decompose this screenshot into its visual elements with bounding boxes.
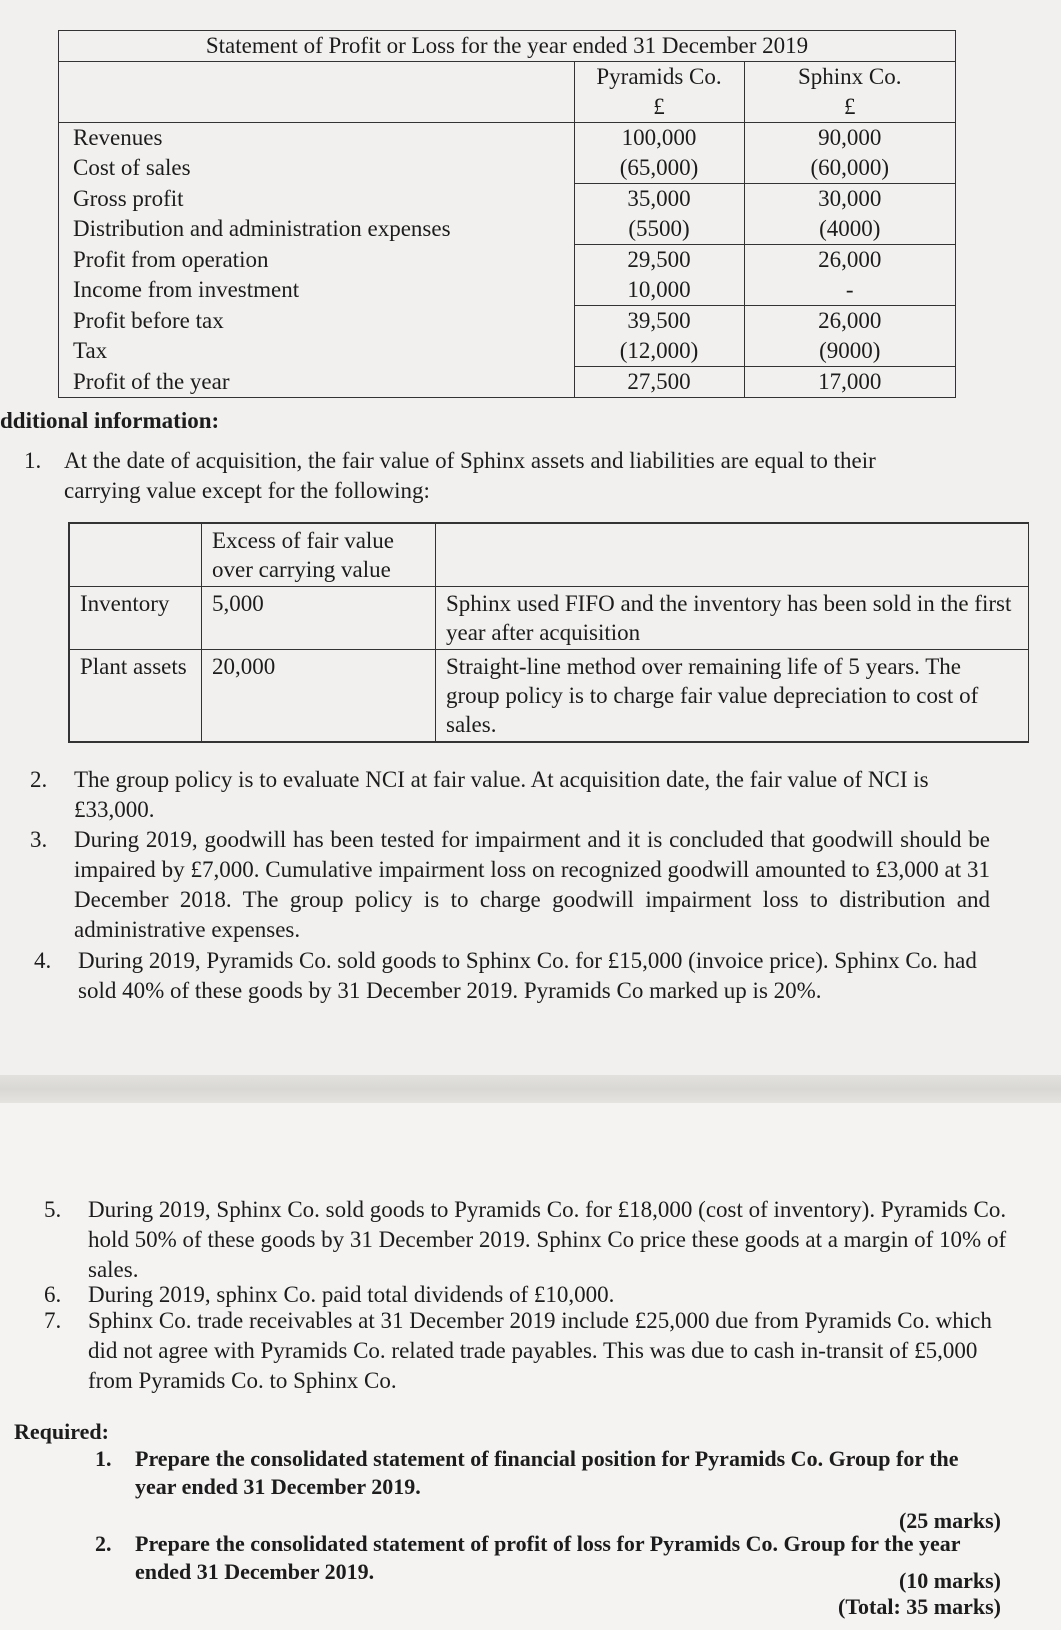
item-text: During 2019, goodwill has been tested for impairment and it is concluded that goodwill should be impaired by £7,000. Cumulative impairment loss on recognized goodwill amounted to £3,000 at 31 December 2018. The group policy is to charge goodwill impairment loss to distribution and administrative expenses. [74, 827, 990, 942]
table-row [70, 587, 1029, 650]
item-number: 3. [30, 827, 48, 852]
sphinx-value: 30,000 [744, 184, 955, 215]
task-number: 1. [95, 1446, 112, 1471]
row-label: Revenues [73, 125, 163, 150]
col-header-pyramids: Pyramids Co. [574, 62, 744, 92]
pyramids-value: 39,500 [574, 306, 744, 337]
list-item [30, 765, 990, 825]
table-row [59, 336, 955, 367]
required-heading: Required: [14, 1419, 109, 1444]
list-item [95, 1530, 995, 1586]
pyramids-value: (5500) [574, 214, 744, 245]
task-text: Prepare the consolidated statement of financial position for Pyramids Co. Group for the year ended 31 December 2019. [135, 1446, 959, 1499]
pyramids-value: 10,000 [574, 275, 744, 306]
item-number: 7. [44, 1308, 62, 1333]
row-label: Profit of the year [73, 368, 230, 394]
pyramids-value: (12,000) [574, 336, 744, 367]
currency-pyramids: £ [574, 92, 744, 123]
fair-value-adjustments-table [68, 522, 1029, 743]
pyramids-value: 27,500 [574, 367, 744, 398]
statement-title: Statement of Profit or Loss for the year ended 31 December 2019 [59, 31, 955, 62]
list-item [30, 825, 990, 945]
row-label: Profit before tax [73, 307, 224, 333]
col-header-sphinx: Sphinx Co. [744, 62, 955, 92]
statement-header-row [59, 62, 955, 92]
pyramids-value: 100,000 [574, 123, 744, 154]
excess-value: 20,000 [202, 650, 436, 742]
item-number: 4. [34, 948, 52, 973]
task-marks: (25 marks) [898, 1508, 1001, 1533]
item-number: 6. [44, 1282, 62, 1307]
pyramids-value: (65,000) [574, 153, 744, 184]
row-label: Gross profit [73, 185, 184, 211]
row-label: Profit from operation [73, 246, 269, 272]
table-row [59, 123, 955, 154]
table-row [59, 306, 955, 337]
adjustment-note: Straight-line method over remaining life of 5 years. The group policy is to charge fair value depreciation to cost of sales. [436, 650, 1029, 742]
asset-item: Inventory [70, 587, 202, 650]
row-label: Income from investment [73, 277, 300, 303]
sphinx-value: 90,000 [744, 123, 955, 154]
currency-sphinx: £ [744, 92, 955, 123]
adjustment-note: Sphinx used FIFO and the inventory has been sold in the first year after acquisition [436, 587, 1029, 650]
item-text: Sphinx Co. trade receivables at 31 December 2019 include £25,000 due from Pyramids Co. which did not agree with Pyramids Co. related trade payables. This was due to cash in-transit of £5,000 from Pyramids Co. to Sphinx Co. [88, 1308, 992, 1393]
item-number: 1. [24, 448, 42, 473]
currency-row [59, 92, 955, 123]
table-row [59, 367, 955, 398]
table-row [70, 524, 1029, 587]
list-item [34, 946, 990, 1006]
asset-item: Plant assets [70, 650, 202, 742]
item-text: During 2019, sphinx Co. paid total dividends of £10,000. [88, 1282, 615, 1307]
sphinx-value: (60,000) [744, 153, 955, 184]
row-label: Cost of sales [73, 155, 191, 181]
sphinx-value: 26,000 [744, 245, 955, 276]
item-text: During 2019, Pyramids Co. sold goods to Sphinx Co. for £15,000 (invoice price). Sphinx Co. had sold 40% of these goods by 31 December 2019. Pyramids Co marked up is 20%. [78, 948, 977, 1003]
sphinx-value: 26,000 [744, 306, 955, 337]
list-item [95, 1445, 995, 1501]
sphinx-value: (9000) [744, 336, 955, 367]
row-label: Tax [73, 338, 108, 364]
list-item [24, 446, 954, 506]
table-row [70, 650, 1029, 742]
statement-table [59, 62, 955, 397]
additional-info-heading: dditional information: [0, 408, 220, 433]
pyramids-value: 29,500 [574, 245, 744, 276]
item-number: 2. [30, 767, 48, 792]
task-marks: (10 marks) [898, 1568, 1001, 1593]
pyramids-value: 35,000 [574, 184, 744, 215]
total-marks: (Total: 35 marks) [838, 1594, 1001, 1619]
excess-header: Excess of fair value over carrying value [202, 524, 436, 587]
table-row [59, 245, 955, 276]
table-row [59, 153, 955, 184]
list-item [44, 1306, 1008, 1396]
sphinx-value: - [744, 275, 955, 306]
item-text: At the date of acquisition, the fair value of Sphinx assets and liabilities are equal to their carrying value except for the following: [64, 448, 876, 503]
table-row [59, 275, 955, 306]
item-text: During 2019, Sphinx Co. sold goods to Pyramids Co. for £18,000 (cost of inventory). Pyramids Co. hold 50% of these goods by 31 December 2019. Sphinx Co price these goods at a margin of 10% of sales. [88, 1197, 1007, 1282]
table-row [59, 214, 955, 245]
sphinx-value: 17,000 [744, 367, 955, 398]
item-number: 5. [44, 1197, 62, 1222]
excess-value: 5,000 [202, 587, 436, 650]
task-number: 2. [95, 1531, 112, 1556]
profit-loss-statement [58, 30, 956, 398]
item-text: The group policy is to evaluate NCI at fair value. At acquisition date, the fair value of NCI is £33,000. [74, 767, 929, 822]
table-row [59, 184, 955, 215]
page-seam [0, 1075, 1061, 1103]
sphinx-value: (4000) [744, 214, 955, 245]
list-item [44, 1195, 1008, 1285]
task-text: Prepare the consolidated statement of profit of loss for Pyramids Co. Group for the year ended 31 December 2019. [135, 1531, 961, 1584]
row-label: Distribution and administration expenses [73, 216, 451, 242]
